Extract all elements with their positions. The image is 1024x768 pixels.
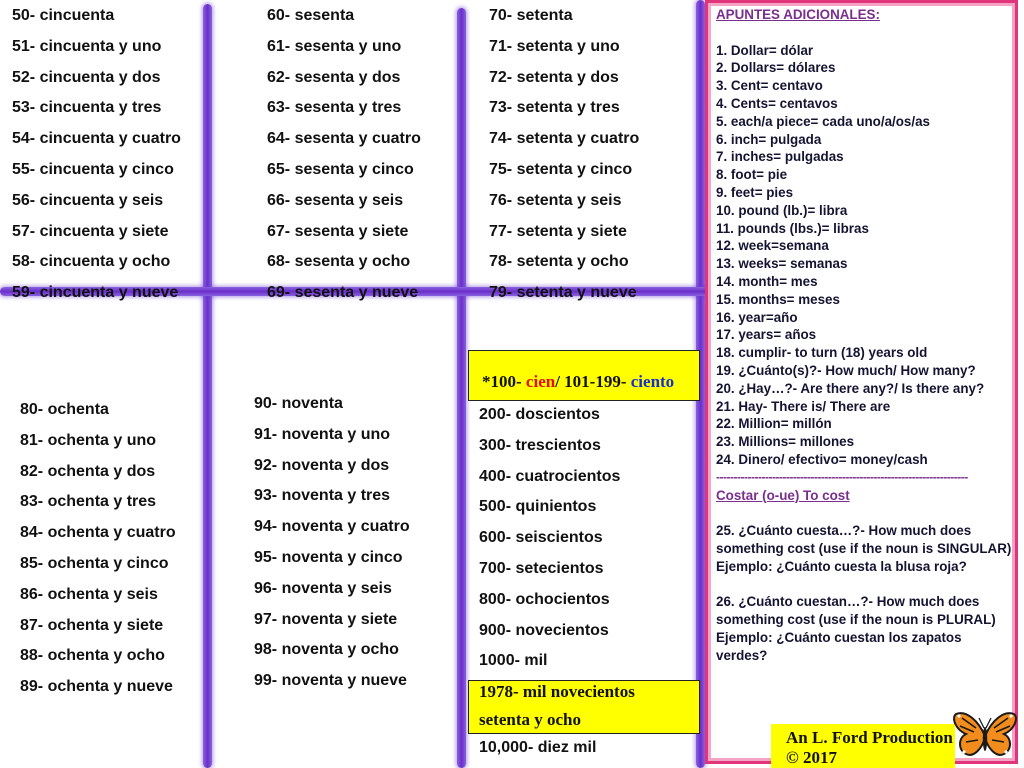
number-line: 84- ochenta y cuatro	[20, 524, 176, 542]
note-item: 13. weeks= semanas	[716, 256, 848, 272]
note-example: Ejemplo: ¿Cuánto cuesta la blusa roja?	[716, 558, 967, 574]
note-item: 9. feet= pies	[716, 184, 794, 200]
number-line: 90- noventa	[254, 395, 343, 412]
credit-title: An L. Ford Production	[786, 728, 953, 747]
note-item: 15. months= meses	[716, 291, 840, 307]
number-line: 92- noventa y dos	[254, 456, 390, 474]
number-line: 68- sesenta y ocho	[267, 253, 411, 271]
number-line: 600- seiscientos	[479, 529, 603, 547]
number-line: 80- ochenta	[20, 401, 109, 418]
hundred-prefix: *100-	[482, 372, 526, 391]
number-line: 50- cincuenta	[12, 7, 115, 24]
number-line: 51- cincuenta y uno	[12, 37, 162, 55]
hundred-middle: / 101-199-	[555, 372, 631, 391]
butterfly-icon	[952, 706, 1018, 766]
number-line: 77- setenta y siete	[489, 222, 627, 240]
number-line: 53- cincuenta y tres	[12, 99, 162, 117]
note-item: 17. years= años	[716, 327, 817, 343]
number-line: 99- noventa y nueve	[254, 672, 407, 690]
cien-word: cien	[525, 372, 556, 391]
number-line: 65- sesenta y cinco	[267, 160, 414, 178]
number-line: 71- setenta y uno	[489, 37, 620, 55]
number-line: 85- ochenta y cinco	[20, 554, 169, 572]
note-item: 24. Dinero/ efectivo= money/cash	[716, 451, 928, 467]
number-line: 93- noventa y tres	[254, 487, 391, 505]
note-item: 8. foot= pie	[716, 167, 788, 183]
note-item: 20. ¿Hay…?- Are there any?/ Is there any?	[716, 380, 985, 396]
number-line: 89- ochenta y nueve	[20, 678, 173, 696]
number-line: 300- trescientos	[479, 436, 601, 454]
number-line: 1000- mil	[479, 652, 548, 670]
note-item: 4. Cents= centavos	[716, 95, 838, 111]
column-fifties	[12, 1, 181, 309]
note-item: 2. Dollars= dólares	[716, 60, 836, 76]
number-line: 70- setenta	[489, 7, 573, 24]
number-line: 82- ochenta y dos	[20, 462, 156, 480]
number-line: 91- noventa y uno	[254, 425, 391, 443]
number-line: 94- noventa y cuatro	[254, 518, 410, 536]
number-line: 700- setecientos	[479, 559, 604, 577]
number-line: 400- cuatrocientos	[479, 467, 621, 485]
number-line: 75- setenta y cinco	[489, 160, 633, 178]
number-line: 76- setenta y seis	[489, 191, 622, 209]
notes-content	[716, 6, 1012, 664]
number-line: 54- cincuenta y cuatro	[12, 130, 181, 148]
number-line: 59- cincuenta y nueve	[12, 284, 179, 302]
number-line: 95- noventa y cinco	[254, 548, 403, 566]
note-item: 1. Dollar= dólar	[716, 42, 814, 58]
note-item: 18. cumplir- to turn (18) years old	[716, 345, 928, 361]
number-line: 88- ochenta y ocho	[20, 647, 165, 665]
number-line: 69- sesenta y nueve	[267, 284, 419, 302]
number-line: 98- noventa y ocho	[254, 641, 399, 659]
number-line: 55- cincuenta y cinco	[12, 160, 174, 178]
hundred-rule	[482, 372, 674, 392]
number-line: 78- setenta y ocho	[489, 253, 629, 271]
number-line: 57- cincuenta y siete	[12, 222, 169, 240]
number-line: 900- novecientos	[479, 621, 609, 639]
note-example: Ejemplo: ¿Cuánto cuestan los zapatos verdes?	[716, 629, 962, 663]
number-line: 62- sesenta y dos	[267, 68, 401, 86]
note-item: 21. Hay- There is/ There are	[716, 398, 891, 414]
divider-vertical-2	[457, 8, 466, 768]
note-item: 5. each/a piece= cada uno/a/os/as	[716, 113, 930, 129]
number-line: 72- setenta y dos	[489, 68, 619, 86]
column-sixties	[267, 1, 421, 309]
column-eighties	[20, 395, 176, 703]
year-line-2: setenta y ocho	[479, 710, 581, 729]
note-item: 14. month= mes	[716, 273, 818, 289]
number-line: 79- setenta y nueve	[489, 284, 637, 302]
number-line: 83- ochenta y tres	[20, 493, 157, 511]
note-item: 22. Million= millón	[716, 416, 832, 432]
number-line: 800- ochocientos	[479, 590, 610, 608]
number-line: 56- cincuenta y seis	[12, 191, 164, 209]
number-line: 96- noventa y seis	[254, 579, 392, 597]
number-line: 60- sesenta	[267, 7, 355, 24]
number-line: 81- ochenta y uno	[20, 431, 157, 449]
number-line: 66- sesenta y seis	[267, 191, 404, 209]
note-item: 23. Millions= millones	[716, 434, 855, 450]
note-item: 12. week=semana	[716, 238, 829, 254]
note-item: 7. inches= pulgadas	[716, 149, 844, 165]
note-item: 26. ¿Cuánto cuestan…?- How much does something cost (use if the noun is PLURAL)	[716, 594, 996, 628]
number-line: 86- ochenta y seis	[20, 585, 158, 603]
note-item: 16. year=año	[716, 309, 798, 325]
credit-year: © 2017	[786, 748, 837, 767]
ten-thousand-line: 10,000- diez mil	[479, 739, 597, 756]
number-line: 97- noventa y siete	[254, 610, 398, 628]
notes-divider: ------------------------------------------------------------------------	[716, 469, 968, 484]
number-line: 73- setenta y tres	[489, 99, 620, 117]
notes-heading: APUNTES ADICIONALES:	[716, 7, 880, 22]
ciento-word: ciento	[630, 372, 675, 391]
number-line: 63- sesenta y tres	[267, 99, 402, 117]
number-line: 58- cincuenta y ocho	[12, 253, 171, 271]
number-line: 200- doscientos	[479, 406, 600, 423]
note-item: 25. ¿Cuánto cuesta…?- How much does something cost (use if the noun is SINGULAR)	[716, 523, 1012, 556]
note-item: 6. inch= pulgada	[716, 131, 822, 147]
number-line: 61- sesenta y uno	[267, 37, 402, 55]
number-line: 64- sesenta y cuatro	[267, 130, 421, 148]
column-seventies	[489, 1, 639, 309]
column-hundreds	[479, 400, 620, 677]
note-item: 11. pounds (lbs.)= libras	[716, 220, 869, 236]
number-line: 87- ochenta y siete	[20, 616, 164, 634]
divider-vertical-1	[203, 4, 212, 768]
number-line: 74- setenta y cuatro	[489, 130, 640, 148]
note-item: 3. Cent= centavo	[716, 78, 823, 94]
number-line: 52- cincuenta y dos	[12, 68, 161, 86]
costar-heading: Costar (o-ue) To cost	[716, 487, 850, 503]
number-line: 67- sesenta y siete	[267, 222, 409, 240]
column-nineties	[254, 389, 410, 697]
number-line: 500- quinientos	[479, 498, 597, 516]
note-item: 19. ¿Cuánto(s)?- How much/ How many?	[716, 362, 976, 378]
year-line-1: 1978- mil novecientos	[479, 682, 635, 701]
note-item: 10. pound (lb.)= libra	[716, 202, 848, 218]
